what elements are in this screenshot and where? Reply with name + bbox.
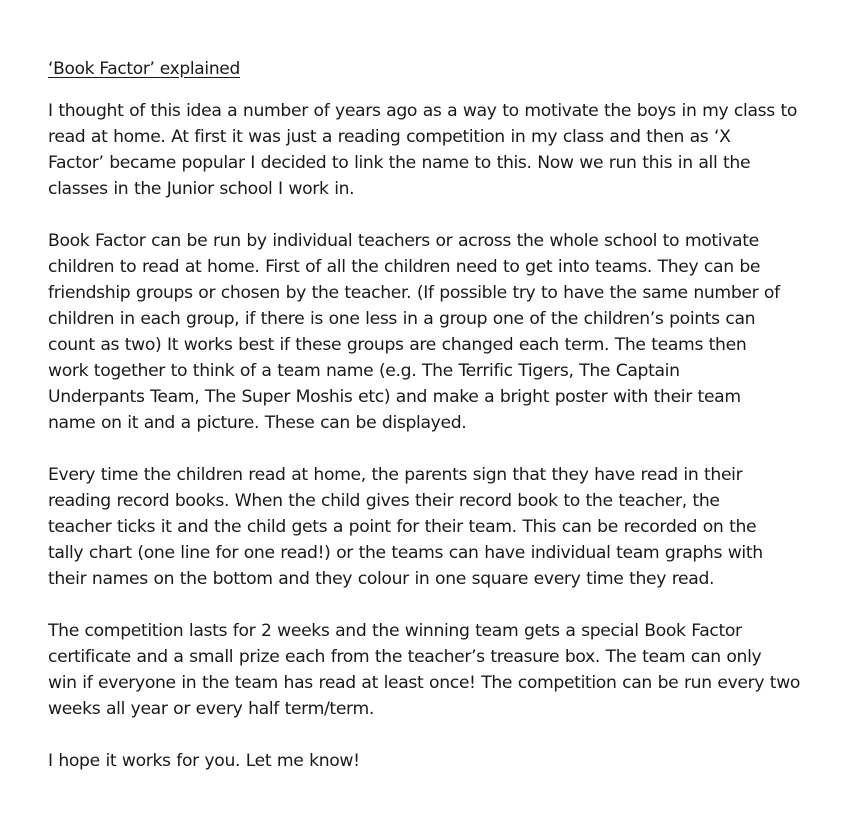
text-line: classes in the Junior school I work in. [48,179,355,199]
text-line: weeks all year or every half term/term. [48,699,374,719]
text-line: count as two) It works best if these groups are changed each term. The teams then [48,335,747,355]
paragraph-competition [48,618,848,722]
text-line: teacher ticks it and the child gets a point for their team. This can be recorded on the [48,517,757,537]
text-line: name on it and a picture. These can be displayed. [48,413,467,433]
text-line: Underpants Team, The Super Moshis etc) and make a bright poster with their team [48,387,741,407]
text-line: read at home. At first it was just a reading competition in my class and then as ‘X [48,127,731,147]
text-line: work together to think of a team name (e.g. The Terrific Tigers, The Captain [48,361,680,381]
paragraph-points [48,462,848,592]
text-line: their names on the bottom and they colour in one square every time they read. [48,569,715,589]
text-line: Every time the children read at home, the parents sign that they have read in their [48,465,743,485]
text-line: win if everyone in the team has read at least once! The competition can be run every two [48,673,801,693]
paragraph-closing [48,748,848,774]
text-line: certificate and a small prize each from the teacher’s treasure box. The team can only [48,647,762,667]
text-line: I hope it works for you. Let me know! [48,751,360,771]
paragraph-setup [48,228,848,436]
paragraph-origin [48,98,848,202]
text-line: tally chart (one line for one read!) or the teams can have individual team graphs with [48,543,763,563]
text-line: Factor’ became popular I decided to link the name to this. Now we run this in all the [48,153,751,173]
text-line: children in each group, if there is one less in a group one of the children’s points can [48,309,756,329]
text-line: I thought of this idea a number of years ago as a way to motivate the boys in my class to [48,101,798,121]
text-line: children to read at home. First of all the children need to get into teams. They can be [48,257,761,277]
document-title: ‘Book Factor’ explained [48,59,240,79]
text-line: The competition lasts for 2 weeks and the winning team gets a special Book Factor [48,621,742,641]
text-line: friendship groups or chosen by the teacher. (If possible try to have the same number of [48,283,780,303]
text-line: Book Factor can be run by individual teachers or across the whole school to motivate [48,231,759,251]
text-line: reading record books. When the child gives their record book to the teacher, the [48,491,720,511]
document-page [48,56,848,800]
